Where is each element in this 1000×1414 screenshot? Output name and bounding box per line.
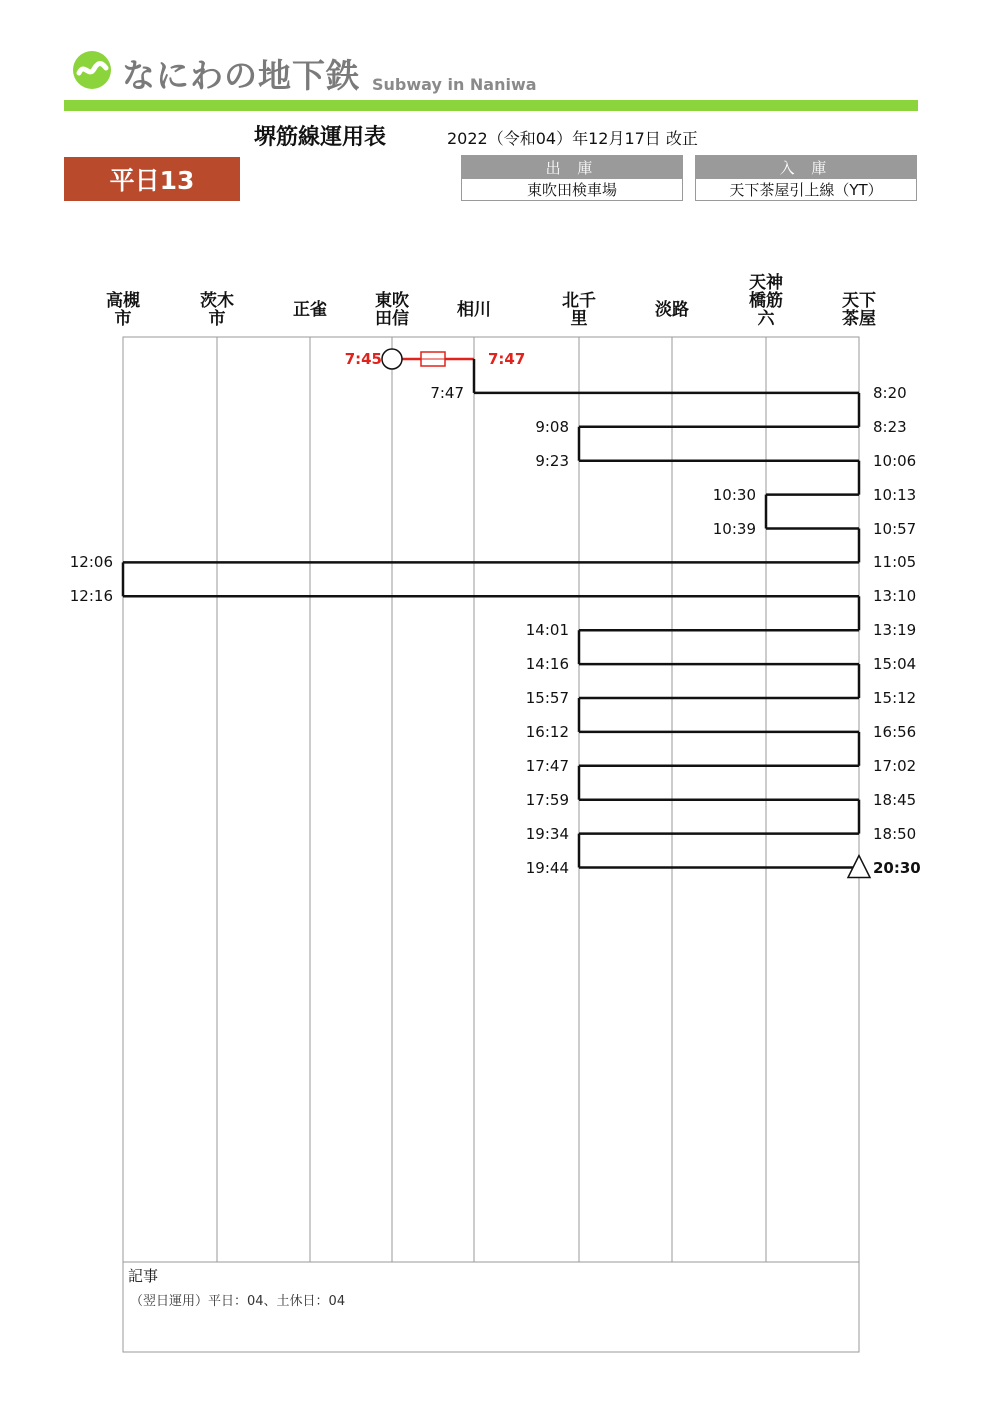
time-label: 13:19 xyxy=(873,621,917,640)
station-label-text: 東吹田信 xyxy=(375,291,409,329)
time-label: 14:01 xyxy=(525,621,569,640)
operation-number-badge: 平日13 xyxy=(64,157,240,201)
station-label-text: 茨木市 xyxy=(200,291,234,329)
time-label: 11:05 xyxy=(873,553,917,572)
time-label: 16:56 xyxy=(873,722,917,741)
time-label: 12:06 xyxy=(69,553,113,572)
time-label: 10:57 xyxy=(873,519,917,538)
time-label: 10:39 xyxy=(712,519,756,538)
time-label: 15:04 xyxy=(873,655,917,674)
station-label-text: 天下茶屋 xyxy=(842,291,876,329)
time-label: 20:30 xyxy=(873,858,921,877)
page-title: 堺筋線運用表 xyxy=(254,125,387,150)
time-label: 18:50 xyxy=(873,824,917,843)
notes-body: （翌日運用）平日：04、土休日：04 xyxy=(130,1294,346,1309)
time-label: 9:08 xyxy=(535,417,569,436)
time-label: 10:06 xyxy=(873,451,917,470)
depot-departure-value: 東吹田検車場 xyxy=(526,181,617,199)
time-label: 10:13 xyxy=(873,485,917,504)
time-label: 19:44 xyxy=(525,858,569,877)
time-label: 8:20 xyxy=(873,383,907,402)
time-label: 10:30 xyxy=(712,485,756,504)
depot-departure-header: 出 庫 xyxy=(462,156,682,179)
station-label-text: 相川 xyxy=(457,300,491,320)
logo-subtitle: Subway in Naniwa xyxy=(372,75,537,94)
time-label: 13:10 xyxy=(873,587,917,606)
station-label-text: 天神橋筋六 xyxy=(749,273,783,329)
depot-arrival-value: 天下茶屋引上線（YT） xyxy=(729,181,883,199)
time-label: 12:16 xyxy=(69,587,113,606)
station-label-text: 北千里 xyxy=(562,291,596,329)
time-label: 7:47 xyxy=(488,350,526,368)
depot-arrival-header: 入 庫 xyxy=(696,156,916,179)
station-label-text: 高槻市 xyxy=(106,291,140,329)
time-label: 8:23 xyxy=(873,417,907,436)
logo-text: なにわの地下鉄 xyxy=(122,56,360,95)
time-label: 18:45 xyxy=(873,790,917,809)
revision-date: 2022（令和04）年12月17日 改正 xyxy=(447,129,698,148)
station-label-text: 淡路 xyxy=(655,300,689,320)
time-label: 14:16 xyxy=(525,655,569,674)
time-label: 15:57 xyxy=(525,689,569,707)
time-label: 7:47 xyxy=(430,383,464,402)
time-label: 9:23 xyxy=(535,451,569,470)
time-label: 17:02 xyxy=(873,756,917,775)
depot-departure-circle-icon xyxy=(382,349,402,369)
time-label: 15:12 xyxy=(873,689,917,707)
time-label: 19:34 xyxy=(525,824,569,843)
time-label: 7:45 xyxy=(344,350,382,368)
station-label-text: 正雀 xyxy=(293,300,327,320)
time-label: 16:12 xyxy=(525,722,569,741)
time-label: 17:47 xyxy=(525,756,569,775)
notes-title: 記事 xyxy=(128,1267,159,1285)
time-label: 17:59 xyxy=(525,790,569,809)
